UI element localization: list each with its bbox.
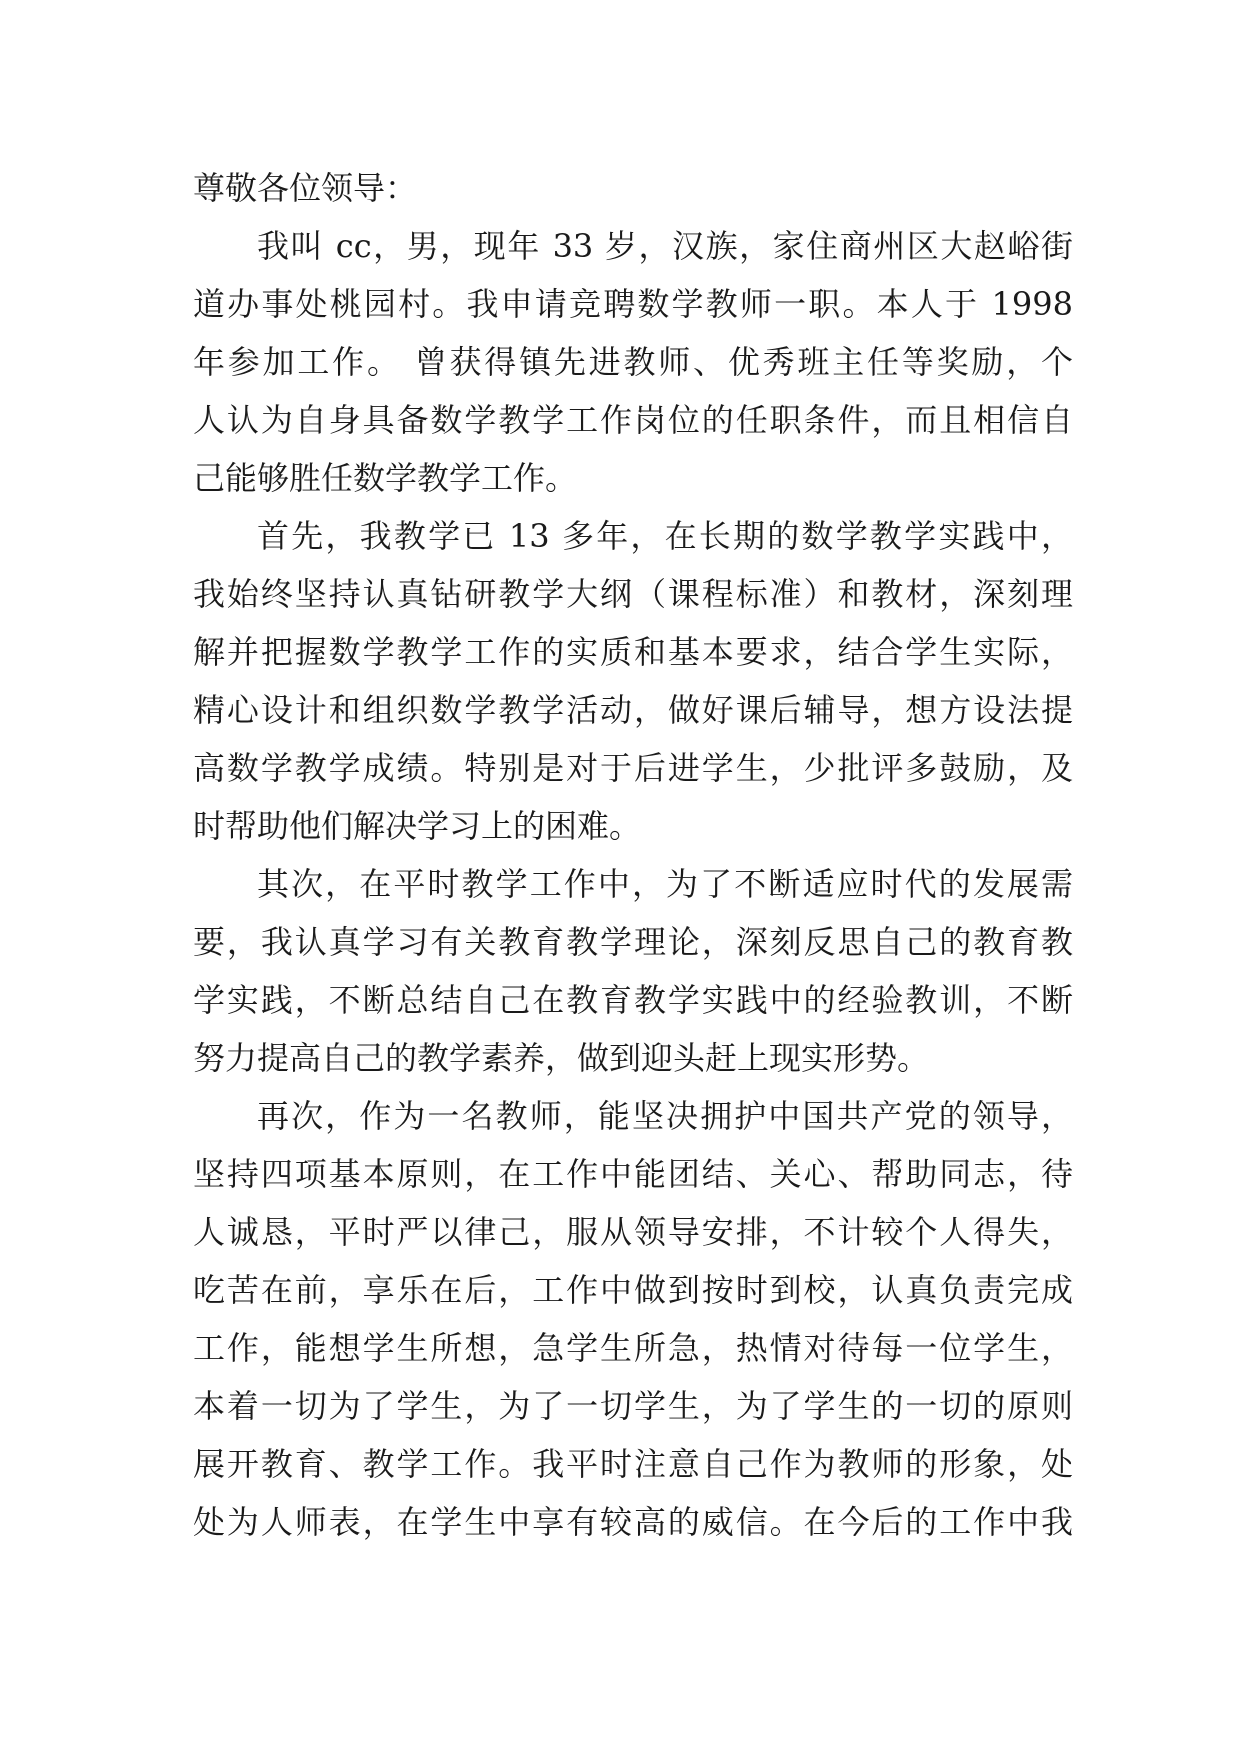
text-line: 努力提高自己的教学素养，做到迎头赶上现实形势。 xyxy=(193,1039,930,1077)
text-line: 精心设计和组织数学教学活动，做好课后辅导，想方设法提 xyxy=(193,691,1073,729)
text-line: 我始终坚持认真钻研教学大纲（课程标准）和教材，深刻理 xyxy=(193,575,1073,613)
text-line: 年参加工作。 曾获得镇先进教师、优秀班主任等奖励，个 xyxy=(193,343,1073,381)
letter-body xyxy=(193,159,1073,1551)
salutation: 尊敬各位领导： xyxy=(193,169,418,207)
text-line: 本着一切为了学生，为了一切学生，为了学生的一切的原则 xyxy=(193,1387,1073,1425)
text-line: 己能够胜任数学教学工作。 xyxy=(193,459,578,497)
text-line: 时帮助他们解决学习上的困难。 xyxy=(193,807,642,845)
text-line: 人诚恳，平时严以律己，服从领导安排，不计较个人得失， xyxy=(193,1213,1073,1251)
text-line: 高数学教学成绩。特别是对于后进学生，少批评多鼓励，及 xyxy=(193,749,1073,787)
text-line: 人认为自身具备数学教学工作岗位的任职条件，而且相信自 xyxy=(193,401,1073,439)
text-line: 工作，能想学生所想，急学生所急，热情对待每一位学生， xyxy=(193,1329,1073,1367)
text-line: 展开教育、教学工作。我平时注意自己作为教师的形象，处 xyxy=(193,1445,1073,1483)
text-line: 坚持四项基本原则，在工作中能团结、关心、帮助同志，待 xyxy=(193,1155,1073,1193)
text-line: 再次，作为一名教师，能坚决拥护中国共产党的领导， xyxy=(257,1097,1073,1135)
text-line: 我叫 cc，男，现年 33 岁，汉族，家住商州区大赵峪街 xyxy=(257,227,1073,265)
text-line: 解并把握数学教学工作的实质和基本要求，结合学生实际， xyxy=(193,633,1073,671)
text-line: 道办事处桃园村。我申请竞聘数学教师一职。本人于 1998 xyxy=(193,285,1073,323)
text-line: 要，我认真学习有关教育教学理论，深刻反思自己的教育教 xyxy=(193,923,1073,961)
text-line: 首先，我教学已 13 多年，在长期的数学教学实践中， xyxy=(257,517,1073,555)
text-line: 其次，在平时教学工作中，为了不断适应时代的发展需 xyxy=(257,865,1073,903)
text-line: 处为人师表，在学生中享有较高的威信。在今后的工作中我 xyxy=(193,1503,1073,1541)
text-line: 吃苦在前，享乐在后，工作中做到按时到校，认真负责完成 xyxy=(193,1271,1073,1309)
text-line: 学实践，不断总结自己在教育教学实践中的经验教训，不断 xyxy=(193,981,1073,1019)
